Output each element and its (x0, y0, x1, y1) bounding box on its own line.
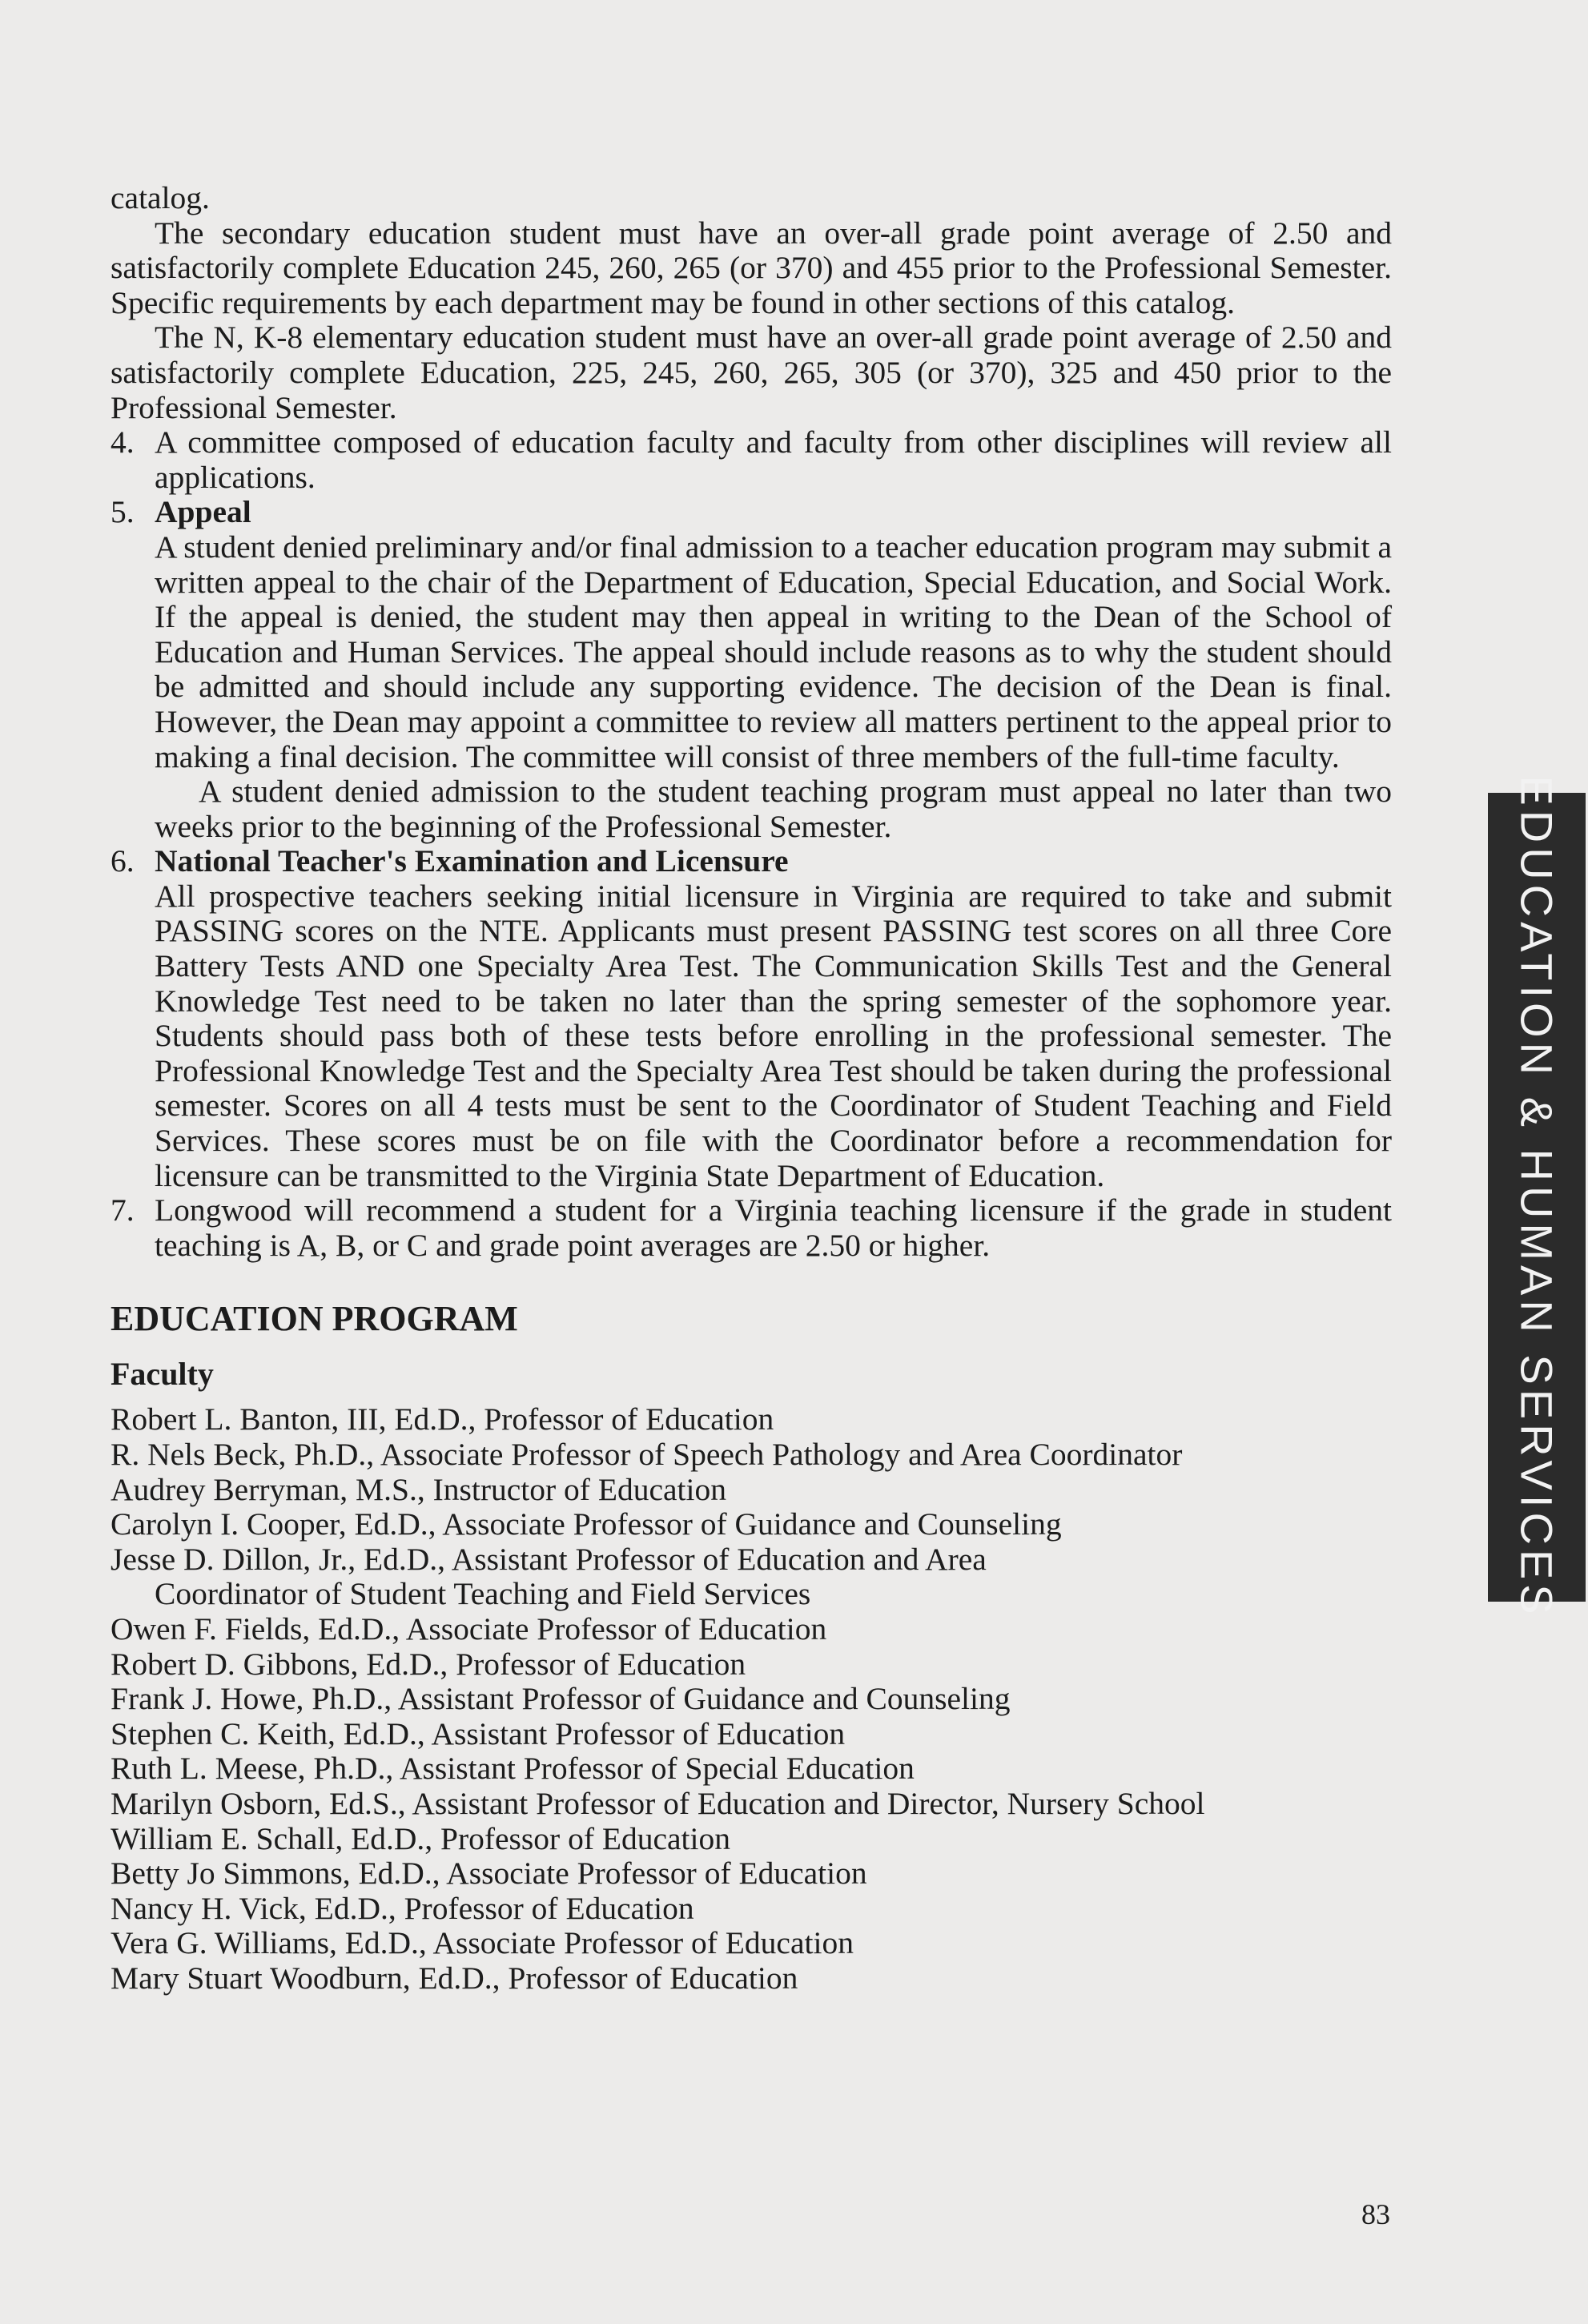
list-number: 5. (111, 494, 135, 530)
faculty-member: Jesse D. Dillon, Jr., Ed.D., Assistant Professor of Education and Area Coordinator of Student Teaching and Field Services (111, 1542, 1392, 1612)
faculty-member: Betty Jo Simmons, Ed.D., Associate Professor of Education (111, 1856, 867, 1892)
faculty-member-continuation: Coordinator of Student Teaching and Field Services (155, 1576, 811, 1612)
list-number: 7. (111, 1192, 135, 1228)
appeal-title: Appeal (155, 494, 251, 530)
faculty-member: Stephen C. Keith, Ed.D., Assistant Professor of Education (111, 1715, 846, 1751)
list-item-7 (111, 1193, 1392, 1263)
faculty-member: Carolyn I. Cooper, Ed.D., Associate Professor of Guidance and Counseling (111, 1506, 1062, 1542)
faculty-member: Marilyn Osborn, Ed.S., Assistant Professor of Education and Director, Nursery School (111, 1785, 1205, 1821)
page-number: 83 (1361, 2198, 1390, 2230)
education-program-heading: EDUCATION PROGRAM (111, 1299, 518, 1339)
faculty-member: Robert L. Banton, III, Ed.D., Professor of Education (111, 1401, 774, 1437)
faculty-member: Frank J. Howe, Ph.D., Assistant Professor of Guidance and Counseling (111, 1681, 1011, 1717)
list-item-text: A committee composed of education faculty and faculty from other disciplines will review all applications. (155, 424, 1392, 495)
body-text (111, 181, 1392, 1996)
list-number: 4. (111, 424, 135, 460)
elementary-education-paragraph: The N, K-8 elementary education student must have an over-all grade point average of 2.50 and satisfactorily complete Education, 225, 245, 260, 265, 305 (or 370), 325 and 450 prior to the Professional Semester. (111, 320, 1392, 425)
appeal-text: A student denied preliminary and/or final admission to a teacher education program may submit a written appeal to the chair of the Department of Education, Special Education, and Social Work. If the appeal is denied, the student may then appeal in writing to the Dean of the School of Education and Human Services. The appeal should include reasons as to why the student should be admitted and should include any supporting evidence. The decision of the Dean is final. However, the Dean may appoint a committee to review all matters pertinent to the appeal prior to making a final decision. The committee will consist of three members of the full-time faculty. (155, 529, 1392, 774)
faculty-member: R. Nels Beck, Ph.D., Associate Professor of Speech Pathology and Area Coordinator (111, 1437, 1183, 1472)
side-tab-label: EDUCATION & HUMAN SERVICES (1511, 775, 1562, 1619)
nte-title: National Teacher's Examination and Licensure (155, 843, 789, 879)
list-item-5-appeal (111, 495, 1392, 844)
faculty-member: Nancy H. Vick, Ed.D., Professor of Education (111, 1890, 694, 1926)
faculty-subheading: Faculty (111, 1356, 214, 1393)
list-number: 6. (111, 843, 135, 879)
faculty-member: William E. Schall, Ed.D., Professor of Education (111, 1820, 730, 1856)
faculty-member: Ruth L. Meese, Ph.D., Assistant Professor of Special Education (111, 1751, 915, 1787)
list-item-4 (111, 425, 1392, 495)
list-item-text: Longwood will recommend a student for a Virginia teaching licensure if the grade in student teaching is A, B, or C and grade point averages are 2.50 or higher. (155, 1192, 1392, 1263)
faculty-member: Robert D. Gibbons, Ed.D., Professor of Education (111, 1646, 746, 1682)
list-item-6-nte (111, 844, 1392, 1193)
continuation-text: catalog. (111, 180, 210, 215)
nte-text: All prospective teachers seeking initial licensure in Virginia are required to take and submit PASSING scores on the NTE. Applicants must present PASSING test scores on all three Core Battery Tests AND one Specialty Area Test. The Communication Skills Test and the General Knowledge Test need to be taken no later than the spring semester of the sophomore year. Students should pass both of these tests before enrolling in the professional semester. The Professional Knowledge Test and the Specialty Area Test should be taken during the professional semester. Scores on all 4 tests must be sent to the Coordinator of Student Teaching and Field Services. These scores must be on file with the Coordinator before a recommendation for licensure can be transmitted to the Virginia State Department of Education. (155, 878, 1392, 1193)
faculty-member: Owen F. Fields, Ed.D., Associate Professor of Education (111, 1610, 827, 1647)
faculty-member: Mary Stuart Woodburn, Ed.D., Professor of Education (111, 1960, 798, 1996)
appeal-text-2: A student denied admission to the student teaching program must appeal no later than two weeks prior to the beginning of the Professional Semester. (155, 774, 1392, 844)
faculty-member: Audrey Berryman, M.S., Instructor of Education (111, 1471, 726, 1507)
secondary-education-paragraph: The secondary education student must have an over-all grade point average of 2.50 and satisfactorily complete Education 245, 260, 265 (or 370) and 455 prior to the Professional Semester. Specific requirements by each department may be found in other sections of this catalog. (111, 215, 1392, 320)
faculty-list (111, 1402, 1392, 1996)
section-side-tab (1488, 775, 1586, 1619)
faculty-member: Vera G. Williams, Ed.D., Associate Professor of Education (111, 1925, 854, 1961)
